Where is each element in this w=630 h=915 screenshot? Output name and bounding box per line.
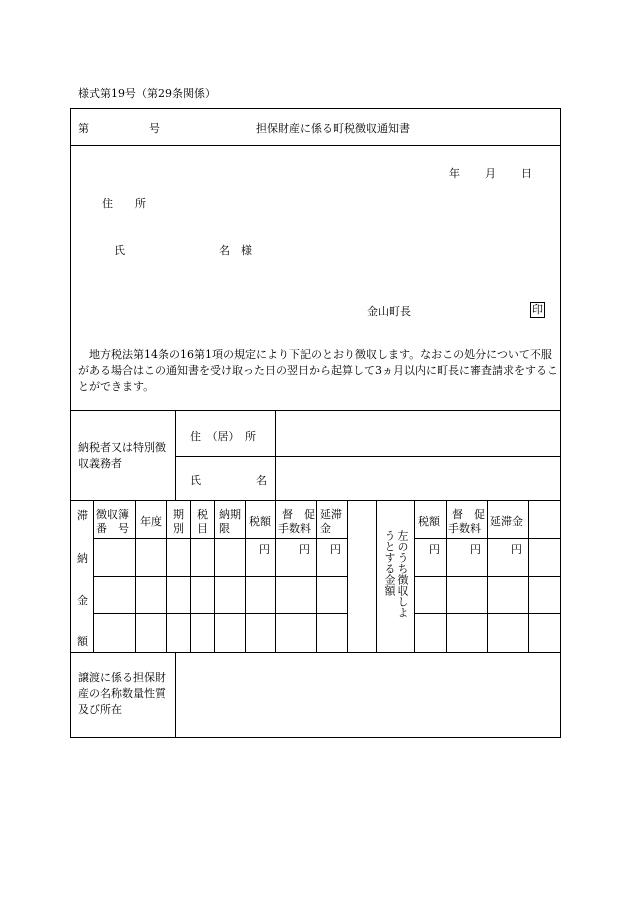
- date-year: 年: [449, 167, 460, 180]
- yen-tax-amount: 円: [259, 543, 270, 556]
- col-period-1: 期: [173, 508, 184, 521]
- yen-fee-2: 円: [470, 543, 481, 556]
- col-fee-1: 督 促: [282, 508, 315, 521]
- property-label: 譲渡に係る担保財産の名称数量性質及び所在: [78, 671, 166, 716]
- yen-tax-amount-2: 円: [429, 543, 440, 556]
- col-fee-2-2: 手数料: [448, 522, 481, 535]
- date-day: 日: [521, 167, 532, 180]
- col-tax-amount: 税額: [249, 515, 271, 528]
- taxpayer-name-label: 氏 名: [190, 474, 267, 487]
- taxpayer-address-label: 住 （居） 所: [190, 430, 256, 443]
- name-suffix: 名 様: [219, 244, 252, 257]
- yen-late-2: 円: [511, 543, 522, 556]
- col-late-amount-2: 延滞金: [490, 515, 523, 528]
- doc-number-prefix: 第: [78, 122, 89, 135]
- collect-amount-label: 左のうち徴収しようとする金額: [383, 530, 409, 618]
- document-title: 担保財産に係る町税徴収通知書: [256, 122, 410, 135]
- address-label: 住 所: [102, 197, 146, 210]
- col-fee-2: 手数料: [278, 522, 311, 535]
- col-ledger-2: 番 号: [96, 522, 129, 535]
- col-fee-2-1: 督 促: [452, 508, 485, 521]
- doc-number-suffix: 号: [149, 122, 160, 135]
- col-tax-amount-2: 税額: [418, 515, 440, 528]
- form-label: 様式第19号（第29条関係）: [78, 87, 216, 100]
- col-late-2: 金: [320, 522, 331, 535]
- name-label: 氏: [114, 244, 125, 257]
- arrears-side-label-3: 金: [77, 594, 88, 607]
- arrears-side-label-4: 額: [77, 635, 88, 648]
- notice-text: 地方税法第14条の16第1項の規定により下記のとおり徴収します。なおこの処分について不服がある場合はこの通知書を受け取った日の翌日から起算して3ヵ月以内に町長に審査請求をすることができます。: [78, 348, 558, 393]
- arrears-side-label-2: 納: [77, 552, 88, 565]
- col-period-2: 別: [173, 522, 184, 535]
- col-ledger-1: 徴収簿: [96, 508, 129, 521]
- date-month: 月: [485, 167, 496, 180]
- col-tax-item-1: 税: [197, 508, 208, 521]
- col-tax-item-2: 目: [197, 522, 208, 535]
- col-due-1: 納期: [219, 508, 241, 521]
- issuer-title: 金山町長: [367, 305, 411, 318]
- col-due-2: 限: [219, 522, 230, 535]
- official-seal: 印: [532, 303, 543, 316]
- col-year: 年度: [140, 515, 162, 528]
- arrears-side-label-1: 滞: [77, 509, 88, 522]
- yen-late: 円: [330, 543, 341, 556]
- col-late-1: 延滞: [320, 508, 342, 521]
- taxpayer-label: 納税者又は特別徴収義務者: [78, 441, 166, 470]
- yen-fee: 円: [299, 543, 310, 556]
